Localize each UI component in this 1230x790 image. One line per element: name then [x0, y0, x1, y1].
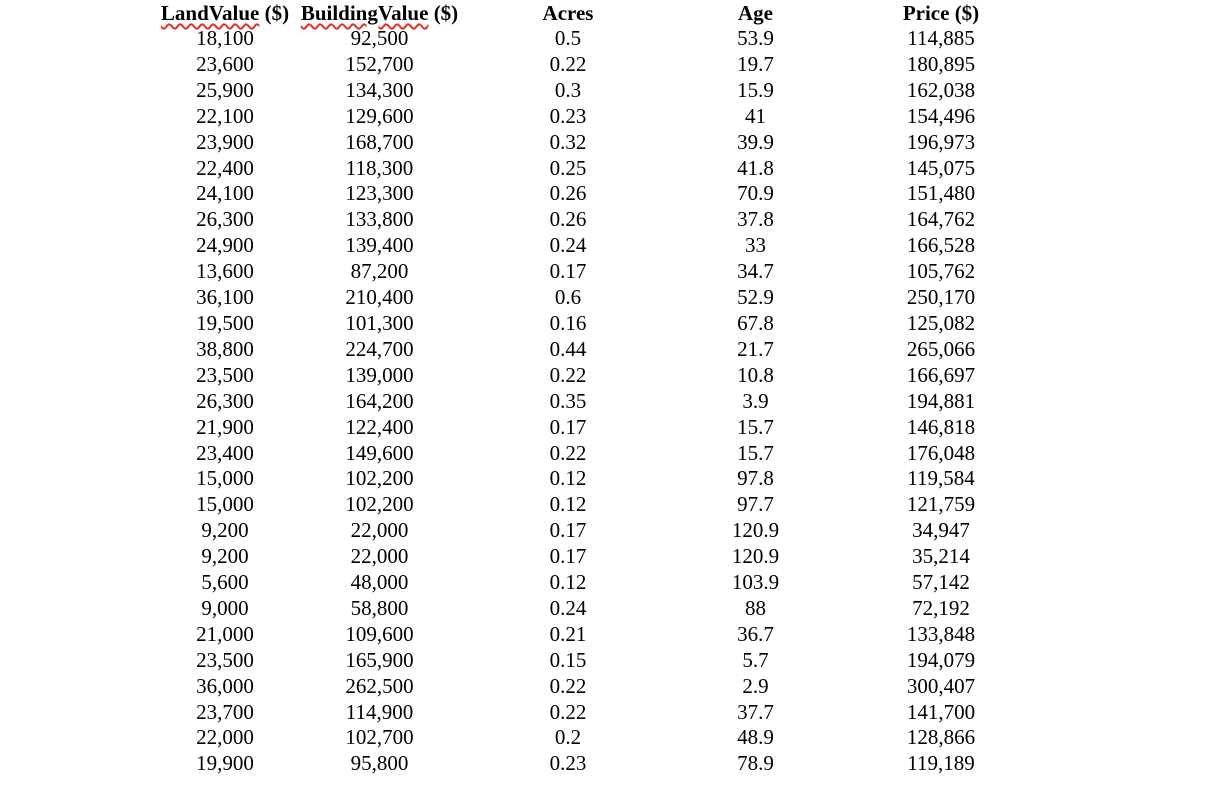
acres-cell: 0.25 — [549, 155, 587, 180]
land-value-cell: 25,900 — [196, 77, 254, 102]
table-row — [159, 518, 1039, 544]
acres-cell: 0.32 — [549, 129, 587, 154]
price-cell: 194,881 — [906, 388, 976, 413]
building-value-cell: 210,400 — [345, 285, 414, 310]
building-value-cell: 165,900 — [345, 647, 414, 672]
land-value-cell: 9,200 — [201, 544, 249, 569]
table-row — [159, 751, 1039, 777]
age-cell: 120.9 — [731, 544, 780, 569]
table-row — [159, 674, 1039, 700]
building-value-cell: 58,800 — [350, 595, 409, 620]
acres-cell: 0.12 — [549, 492, 587, 517]
building-value-cell: 224,700 — [345, 336, 414, 361]
age-cell: 34.7 — [737, 259, 774, 284]
price-cell: 300,407 — [906, 673, 976, 698]
building-value-cell: 95,800 — [350, 751, 409, 776]
table-row — [159, 415, 1039, 441]
land-value-cell: 23,500 — [196, 647, 254, 672]
header-building-value: BuildingValue ($) — [300, 1, 459, 25]
age-cell: 52.9 — [737, 285, 774, 310]
land-value-cell: 5,600 — [201, 570, 249, 595]
building-value-cell: 22,000 — [350, 518, 409, 543]
price-cell: 180,895 — [906, 51, 976, 76]
land-value-cell: 36,000 — [196, 673, 254, 698]
table-row — [159, 544, 1039, 570]
land-value-cell: 38,800 — [196, 336, 254, 361]
acres-cell: 0.17 — [549, 259, 587, 284]
price-cell: 72,192 — [912, 595, 970, 620]
building-value-cell: 134,300 — [345, 77, 414, 102]
acres-cell: 0.3 — [554, 77, 582, 102]
building-value-cell: 114,900 — [345, 699, 414, 724]
acres-cell: 0.17 — [549, 414, 587, 439]
acres-cell: 0.26 — [549, 181, 587, 206]
table-row — [159, 52, 1039, 78]
header-land-value: LandValue ($) — [160, 1, 290, 25]
table-row — [159, 259, 1039, 285]
acres-cell: 0.17 — [549, 544, 587, 569]
building-value-cell: 101,300 — [345, 310, 414, 335]
age-cell: 37.8 — [737, 207, 774, 232]
age-cell: 37.7 — [737, 699, 774, 724]
age-cell: 10.8 — [737, 362, 774, 387]
acres-cell: 0.12 — [549, 570, 587, 595]
acres-cell: 0.44 — [549, 336, 587, 361]
building-value-cell: 133,800 — [345, 207, 414, 232]
price-cell: 121,759 — [906, 492, 976, 517]
age-cell: 48.9 — [737, 725, 774, 750]
acres-cell: 0.23 — [549, 103, 587, 128]
building-value-cell: 123,300 — [345, 181, 414, 206]
price-cell: 154,496 — [906, 103, 976, 128]
land-value-cell: 13,600 — [196, 259, 254, 284]
building-value-cell: 122,400 — [345, 414, 414, 439]
price-cell: 114,885 — [907, 26, 975, 50]
price-cell: 35,214 — [912, 544, 970, 569]
table-row — [159, 389, 1039, 415]
land-value-cell: 22,100 — [196, 103, 254, 128]
land-value-cell: 22,400 — [196, 155, 254, 180]
table-row — [159, 363, 1039, 389]
price-cell: 105,762 — [906, 259, 976, 284]
building-value-cell: 102,200 — [345, 466, 414, 491]
price-cell: 125,082 — [906, 310, 976, 335]
land-value-cell: 19,500 — [196, 310, 254, 335]
building-value-cell: 102,700 — [345, 725, 414, 750]
acres-cell: 0.22 — [549, 673, 587, 698]
acres-cell: 0.26 — [549, 207, 587, 232]
land-value-cell: 24,900 — [196, 233, 254, 258]
land-value-cell: 9,200 — [201, 518, 249, 543]
price-cell: 176,048 — [906, 440, 976, 465]
land-value-cell: 24,100 — [196, 181, 254, 206]
price-cell: 196,973 — [906, 129, 976, 154]
table-row — [159, 181, 1039, 207]
price-cell: 146,818 — [906, 414, 976, 439]
acres-cell: 0.22 — [549, 51, 587, 76]
building-value-cell: 87,200 — [350, 259, 409, 284]
table-row — [159, 207, 1039, 233]
age-cell: 3.9 — [742, 388, 769, 413]
table-row — [159, 311, 1039, 337]
header-row — [159, 0, 1039, 26]
price-cell: 141,700 — [906, 699, 976, 724]
building-value-cell: 164,200 — [345, 388, 414, 413]
building-value-cell: 109,600 — [345, 621, 414, 646]
price-cell: 119,584 — [907, 466, 975, 491]
acres-cell: 0.35 — [549, 388, 587, 413]
age-cell: 39.9 — [737, 129, 774, 154]
age-cell: 41 — [745, 103, 766, 128]
land-value-cell: 21,000 — [196, 621, 254, 646]
table-row — [159, 156, 1039, 182]
table-row — [159, 78, 1039, 104]
age-cell: 53.9 — [737, 26, 774, 50]
price-cell: 166,697 — [906, 362, 976, 387]
spellcheck-flagged-word: BuildingValue — [300, 1, 429, 25]
price-cell: 194,079 — [906, 647, 976, 672]
table-row — [159, 466, 1039, 492]
age-cell: 19.7 — [737, 51, 774, 76]
age-cell: 78.9 — [737, 751, 774, 776]
land-value-cell: 15,000 — [196, 492, 254, 517]
table-row — [159, 596, 1039, 622]
age-cell: 41.8 — [737, 155, 774, 180]
table-row — [159, 622, 1039, 648]
age-cell: 33 — [745, 233, 766, 258]
building-value-cell: 92,500 — [350, 26, 409, 50]
age-cell: 5.7 — [742, 647, 769, 672]
age-cell: 97.7 — [737, 492, 774, 517]
price-cell: 34,947 — [912, 518, 970, 543]
land-value-cell: 36,100 — [196, 285, 254, 310]
building-value-cell: 22,000 — [350, 544, 409, 569]
price-cell: 145,075 — [906, 155, 976, 180]
land-value-cell: 9,000 — [201, 595, 249, 620]
price-cell: 166,528 — [906, 233, 976, 258]
table-row — [159, 570, 1039, 596]
age-cell: 15.9 — [737, 77, 774, 102]
price-cell: 133,848 — [906, 621, 976, 646]
header-age: Age — [738, 1, 773, 25]
land-value-cell: 23,900 — [196, 129, 254, 154]
land-value-cell: 23,400 — [196, 440, 254, 465]
building-value-cell: 152,700 — [345, 51, 414, 76]
price-cell: 164,762 — [906, 207, 976, 232]
acres-cell: 0.23 — [549, 751, 587, 776]
age-cell: 67.8 — [737, 310, 774, 335]
table-body — [159, 26, 1039, 777]
acres-cell: 0.16 — [549, 310, 587, 335]
building-value-cell: 139,000 — [345, 362, 414, 387]
building-value-cell: 118,300 — [345, 155, 414, 180]
price-cell: 57,142 — [912, 570, 970, 595]
property-data-table — [159, 0, 1039, 777]
table-row — [159, 700, 1039, 726]
acres-cell: 0.22 — [549, 362, 587, 387]
age-cell: 36.7 — [737, 621, 774, 646]
price-cell: 119,189 — [907, 751, 975, 776]
land-value-cell: 23,600 — [196, 51, 254, 76]
age-cell: 88 — [745, 595, 766, 620]
price-cell: 128,866 — [906, 725, 976, 750]
price-cell: 151,480 — [906, 181, 976, 206]
acres-cell: 0.17 — [549, 518, 587, 543]
acres-cell: 0.24 — [549, 595, 587, 620]
table-row — [159, 130, 1039, 156]
acres-cell: 0.21 — [549, 621, 587, 646]
acres-cell: 0.12 — [549, 466, 587, 491]
land-value-cell: 23,700 — [196, 699, 254, 724]
building-value-cell: 149,600 — [345, 440, 414, 465]
table-row — [159, 648, 1039, 674]
table-row — [159, 337, 1039, 363]
building-value-cell: 48,000 — [350, 570, 409, 595]
table-row — [159, 104, 1039, 130]
header-acres: Acres — [542, 1, 594, 25]
table-row — [159, 492, 1039, 518]
acres-cell: 0.2 — [554, 725, 582, 750]
building-value-cell: 168,700 — [345, 129, 414, 154]
land-value-cell: 26,300 — [196, 207, 254, 232]
table-row — [159, 26, 1039, 52]
acres-cell: 0.22 — [549, 699, 587, 724]
age-cell: 15.7 — [737, 414, 774, 439]
header-price: Price ($) — [902, 1, 980, 25]
age-cell: 97.8 — [737, 466, 774, 491]
land-value-cell: 26,300 — [196, 388, 254, 413]
land-value-cell: 19,900 — [196, 751, 254, 776]
table-row — [159, 233, 1039, 259]
table-row — [159, 285, 1039, 311]
table-row — [159, 725, 1039, 751]
building-value-cell: 129,600 — [345, 103, 414, 128]
acres-cell: 0.24 — [549, 233, 587, 258]
acres-cell: 0.15 — [549, 647, 587, 672]
price-cell: 265,066 — [906, 336, 976, 361]
age-cell: 120.9 — [731, 518, 780, 543]
building-value-cell: 262,500 — [345, 673, 414, 698]
age-cell: 70.9 — [737, 181, 774, 206]
table-row — [159, 441, 1039, 467]
price-cell: 250,170 — [906, 285, 976, 310]
spellcheck-flagged-word: LandValue — [160, 1, 260, 25]
acres-cell: 0.5 — [554, 26, 582, 50]
price-cell: 162,038 — [906, 77, 976, 102]
acres-cell: 0.6 — [554, 285, 582, 310]
building-value-cell: 139,400 — [345, 233, 414, 258]
land-value-cell: 15,000 — [196, 466, 254, 491]
acres-cell: 0.22 — [549, 440, 587, 465]
land-value-cell: 18,100 — [196, 26, 254, 50]
age-cell: 15.7 — [737, 440, 774, 465]
building-value-cell: 102,200 — [345, 492, 414, 517]
land-value-cell: 23,500 — [196, 362, 254, 387]
land-value-cell: 22,000 — [196, 725, 254, 750]
age-cell: 103.9 — [731, 570, 780, 595]
land-value-cell: 21,900 — [196, 414, 254, 439]
age-cell: 21.7 — [737, 336, 774, 361]
age-cell: 2.9 — [742, 673, 769, 698]
